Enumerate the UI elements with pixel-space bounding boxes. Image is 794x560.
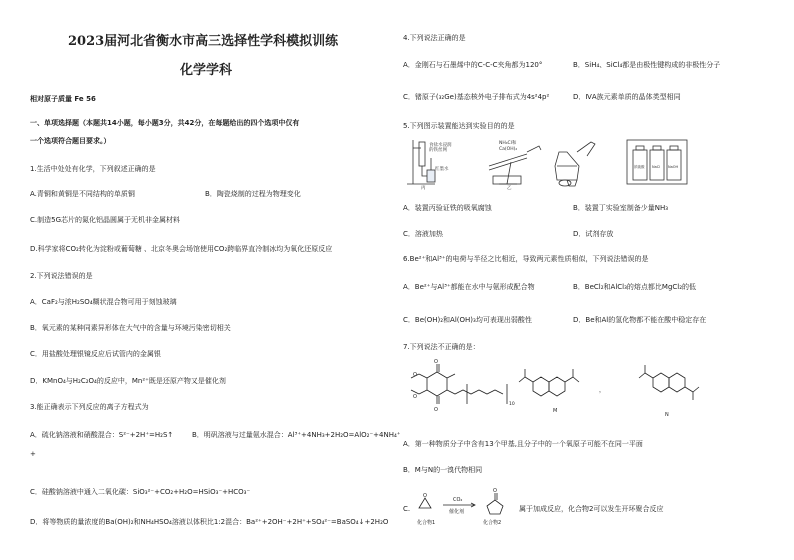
q1-option-c: C.制造5G芯片的氮化铝晶圆属于无机非金属材料 bbox=[30, 216, 180, 224]
quinone-structure bbox=[411, 364, 507, 404]
naphthalene-n bbox=[639, 365, 699, 400]
q5-option-b: B．装置丁实验室制备少量NH₃ bbox=[573, 204, 669, 212]
q2-option-d: D．KMnO₄与H₂C₂O₄的反应中，Mn²⁺既是还原产物又是催化剂 bbox=[30, 377, 226, 385]
q1-option-b: B．陶瓷烧制的过程为物理变化 bbox=[205, 190, 301, 198]
right-column bbox=[397, 0, 794, 560]
section-heading-line2: 一个选项符合题目要求。） bbox=[30, 137, 111, 145]
label-compound1: 化合物1 bbox=[417, 520, 436, 526]
q5-stem: 5.下列图示装置能达到实验目的的是 bbox=[403, 122, 515, 130]
atomic-mass-line: 相对原子质量 Fe 56 bbox=[30, 95, 96, 103]
q3-option-a: A．硫化钠溶液和硝酸混合：S²⁻+2H⁺=H₂S↑ bbox=[30, 431, 174, 439]
q1-option-d: D.科学家将CO₂转化为淀粉或葡萄糖 、北京冬奥会场馆使用CO₂跨临界直冷制冰均为氧化还原反应 bbox=[30, 245, 333, 253]
q1-stem: 1.生活中处处有化学，下列叙述正确的是 bbox=[30, 165, 156, 173]
q6-option-a: A．Be²⁺与Al³⁺都能在水中与氨形成配合物 bbox=[403, 283, 535, 291]
q4-option-c: C．锗原子(₃₂Ge)基态核外电子排布式为4s²4p² bbox=[403, 93, 550, 101]
label-m: M bbox=[553, 408, 558, 414]
atom-o-bottom: O bbox=[434, 407, 438, 413]
q7-stem: 7.下列说法不正确的是： bbox=[403, 343, 480, 351]
label-n: N bbox=[665, 412, 669, 418]
q6-option-c: C．Be(OH)₂和Al(OH)₃均可表现出弱酸性 bbox=[403, 316, 532, 324]
subject-title: 化学学科 bbox=[180, 63, 233, 78]
q3-option-c: C．硅酸钠溶液中通入二氧化碳：SiO₃²⁻+CO₂+H₂O=HSiO₃⁻+HCO₃⁻ bbox=[30, 488, 251, 496]
q5-option-c: C．溶液加热 bbox=[403, 230, 443, 238]
q1-option-a: A.青铜和黄铜是不同结构的单质铜 bbox=[30, 190, 135, 198]
q2-option-a: A．CaF₂与浓H₂SO₄糊状混合物可用于刻蚀玻璃 bbox=[30, 298, 177, 306]
q2-option-b: B．氧元素的某种同素异形体在大气中的含量与环境污染密切相关 bbox=[30, 324, 231, 332]
q3-option-b: B．明矾溶液与过量氨水混合：Al³⁺+4NH₃+2H₂O=AlO₂⁻+4NH₄⁺ bbox=[192, 431, 401, 439]
q6-option-b: B．BeCl₂和AlCl₃的熔点都比MgCl₂的低 bbox=[573, 283, 697, 291]
q7-reaction-scheme bbox=[413, 488, 523, 536]
q3-stem: 3.能正确表示下列反应的离子方程式为 bbox=[30, 403, 149, 411]
epoxide-o: O bbox=[423, 493, 427, 499]
atom-o-left-bottom: O bbox=[413, 394, 417, 400]
label-bottle3: NaOH bbox=[668, 165, 679, 169]
q6-option-d: D．Be和Al的氢化物都不能在酸中稳定存在 bbox=[573, 316, 707, 324]
carbonate-structure bbox=[487, 493, 503, 514]
separator-comma: ， bbox=[599, 387, 606, 394]
q5-apparatus-figure bbox=[407, 136, 782, 190]
q3-option-b-tail: + bbox=[30, 450, 36, 458]
q7-option-a: A．第一种物质分子中含有13个甲基,且分子中的一个氧原子可能不在同一平面 bbox=[403, 440, 643, 448]
q4-option-b: B．SiH₄、SiCl₄都是由极性键构成的非极性分子 bbox=[573, 61, 721, 69]
reaction-arrow bbox=[443, 503, 475, 507]
reagent-catalyst: 催化剂 bbox=[449, 509, 465, 515]
q4-option-d: D．ⅣA族元素单质的晶体类型相同 bbox=[573, 93, 681, 101]
q4-stem: 4.下列说法正确的是 bbox=[403, 34, 466, 42]
apparatus-flask bbox=[555, 142, 595, 186]
naphthalene-m bbox=[519, 369, 579, 396]
atom-o-top: O bbox=[434, 359, 438, 365]
label-tube1: 食盐水浸润 bbox=[429, 143, 452, 148]
repeat-subscript: 10 bbox=[509, 402, 515, 407]
q4-option-a: A．金刚石与石墨烯中的C-C-C夹角都为120° bbox=[403, 61, 543, 69]
label-water: 红墨水 bbox=[435, 167, 449, 172]
atom-o-left-top: O bbox=[413, 372, 417, 378]
label-caoh: Ca(OH)₂ bbox=[499, 147, 518, 152]
label-bottle2: NaCl bbox=[652, 165, 661, 169]
label-bing: 丙 bbox=[421, 186, 426, 190]
label-tube2: 的铁丝网 bbox=[429, 148, 447, 153]
q7-option-c-text: 属于加成反应，化合物2可以发生开环聚合反应 bbox=[519, 505, 664, 513]
reagent-co2: CO₂ bbox=[453, 497, 463, 503]
q7-option-b: B．M与N的一溴代物相同 bbox=[403, 466, 483, 474]
q5-option-a: A．装置丙验证铁的吸氧腐蚀 bbox=[403, 204, 492, 212]
q7-option-c-prefix: C. bbox=[403, 505, 411, 513]
q5-option-d: D．试剂存放 bbox=[573, 230, 614, 238]
label-bottle1: 浓硫酸 bbox=[634, 165, 645, 169]
label-yi: 乙 bbox=[507, 186, 512, 190]
q7-structures-figure bbox=[403, 356, 788, 428]
epoxide-structure bbox=[419, 498, 431, 508]
q6-stem: 6.Be²⁺和Al³⁺的电荷与半径之比相近，导致两元素性质相似，下列说法错误的是 bbox=[403, 255, 649, 263]
reagent-shelf bbox=[627, 140, 687, 184]
q3-option-d: D．将等物质的量浓度的Ba(OH)₂和NH₄HSO₄溶液以体积比1:2混合：Ba²⁺+2OH⁻+2H⁺+SO₄²⁻=BaSO₄↓+2H₂O bbox=[30, 518, 389, 526]
label-compound2: 化合物2 bbox=[483, 520, 502, 526]
q2-option-c: C．用盐酸处理银镜反应后试管内的金属银 bbox=[30, 350, 161, 358]
exam-title: 2023届河北省衡水市高三选择性学科模拟训练 bbox=[68, 34, 339, 49]
carbonate-o-top: O bbox=[493, 488, 497, 494]
label-nh4cl: NH₄Cl和 bbox=[499, 141, 517, 146]
q2-stem: 2.下列说法错误的是 bbox=[30, 272, 93, 280]
section-heading-line1: 一、单项选择题（本题共14小题，每小题3分，共42分，在每题给出的四个选项中仅有 bbox=[30, 119, 300, 127]
